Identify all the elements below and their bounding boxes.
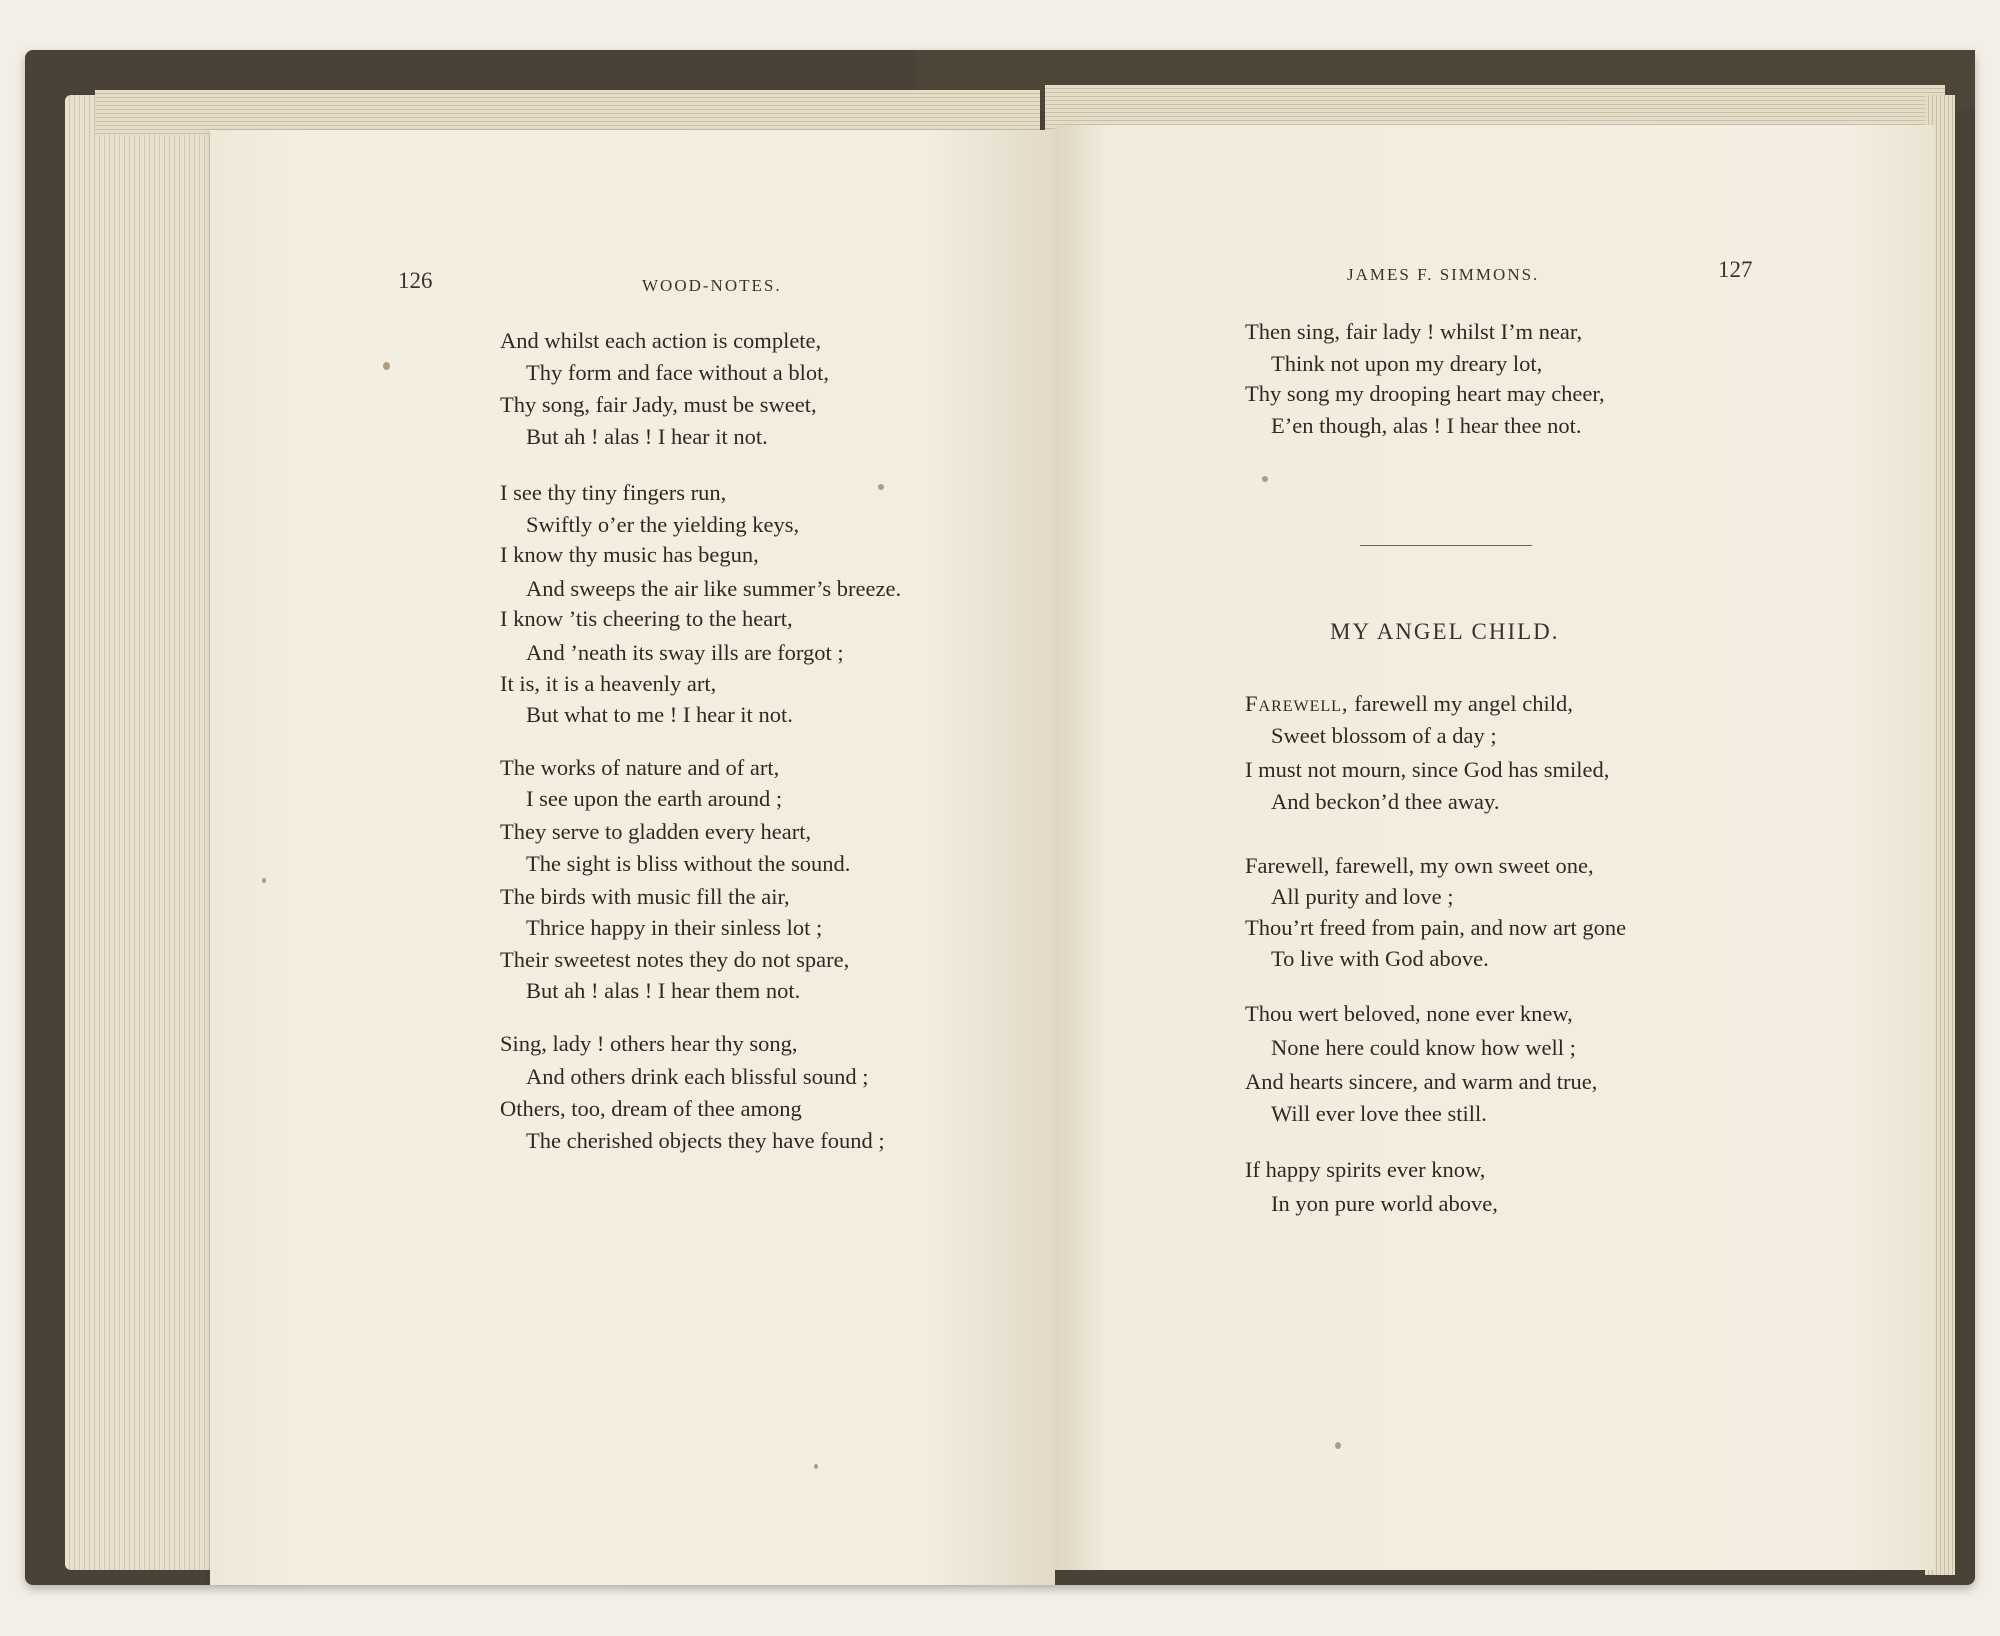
poem-line: If happy spirits ever know, (1245, 1157, 1486, 1182)
poem-line: The birds with music fill the air, (500, 884, 790, 909)
left-running-head: WOOD-NOTES. (642, 276, 782, 295)
foxing-spot (1335, 1442, 1341, 1449)
poem-line: The works of nature and of art, (500, 755, 780, 780)
poem-line: And hearts sincere, and warm and true, (1245, 1069, 1598, 1094)
poem-line: None here could know how well ; (1271, 1035, 1576, 1060)
page-edges-top-left (95, 90, 1040, 135)
poem-line: E’en though, alas ! I hear thee not. (1271, 413, 1582, 438)
poem-line: Thou wert beloved, none ever knew, (1245, 1001, 1573, 1026)
poem-line: Thy song my drooping heart may cheer, (1245, 381, 1605, 406)
poem-title: MY ANGEL CHILD. (1330, 619, 1560, 644)
poem-line: And beckon’d thee away. (1271, 789, 1500, 814)
right-poem-text (1245, 691, 1805, 1351)
right-page (1055, 125, 1935, 1570)
poem-line: Sing, lady ! others hear thy song, (500, 1031, 798, 1056)
left-poem-text (500, 328, 1060, 1528)
page-edges-top-right (1045, 85, 1945, 130)
poem-first-line (1245, 691, 1573, 717)
poem-line: I see upon the earth around ; (526, 786, 783, 811)
poem-line: Thou’rt freed from pain, and now art gone (1245, 915, 1627, 940)
poem-line: The cherished objects they have found ; (526, 1128, 885, 1153)
poem-line: And whilst each action is complete, (500, 328, 822, 353)
section-divider (1360, 545, 1532, 546)
right-running-head: JAMES F. SIMMONS. (1347, 265, 1540, 284)
poem-line: Thy form and face without a blot, (526, 360, 830, 385)
poem-line: But ah ! alas ! I hear it not. (526, 424, 768, 449)
poem-line: Thrice happy in their sinless lot ; (526, 915, 823, 940)
poem-line: I know ’tis cheering to the heart, (500, 606, 793, 631)
poem-first-line-rest: farewell my angel child, (1348, 691, 1573, 716)
poem-line: And others drink each blissful sound ; (526, 1064, 869, 1089)
right-page-number: 127 (1718, 257, 1753, 282)
poem-line: But ah ! alas ! I hear them not. (526, 978, 801, 1003)
poem-first-word: Farewell, (1245, 691, 1349, 716)
poem-line: Think not upon my dreary lot, (1271, 351, 1543, 376)
poem-line: Will ever love thee still. (1271, 1101, 1487, 1126)
poem-line: The sight is bliss without the sound. (526, 851, 851, 876)
poem-line: In yon pure world above, (1271, 1191, 1498, 1216)
poem-line: Sweet blossom of a day ; (1271, 723, 1497, 748)
poem-line: Then sing, fair lady ! whilst I’m near, (1245, 319, 1583, 344)
poem-line: Thy song, fair Jady, must be sweet, (500, 392, 817, 417)
poem-line: Swiftly o’er the yielding keys, (526, 512, 800, 537)
poem-line: They serve to gladden every heart, (500, 819, 812, 844)
poem-line: Farewell, farewell, my own sweet one, (1245, 853, 1594, 878)
poem-line: To live with God above. (1271, 946, 1489, 971)
poem-line: I see thy tiny fingers run, (500, 480, 727, 505)
right-poem-continuation (1245, 319, 1805, 439)
foxing-spot (878, 484, 884, 490)
foxing-spot (383, 362, 390, 370)
poem-line: But what to me ! I hear it not. (526, 702, 793, 727)
poem-line: It is, it is a heavenly art, (500, 671, 717, 696)
poem-line: I must not mourn, since God has smiled, (1245, 757, 1610, 782)
left-page-number: 126 (398, 268, 433, 293)
poem-line: I know thy music has begun, (500, 542, 759, 567)
foxing-spot (262, 878, 266, 883)
poem-line: All purity and love ; (1271, 884, 1454, 909)
poem-line: And sweeps the air like summer’s breeze. (526, 576, 902, 601)
foxing-spot (814, 1464, 818, 1469)
poem-line: Their sweetest notes they do not spare, (500, 947, 850, 972)
foxing-spot (1262, 476, 1268, 482)
poem-line: And ’neath its sway ills are forgot ; (526, 640, 844, 665)
poem-line: Others, too, dream of thee among (500, 1096, 802, 1121)
left-page (210, 130, 1055, 1585)
